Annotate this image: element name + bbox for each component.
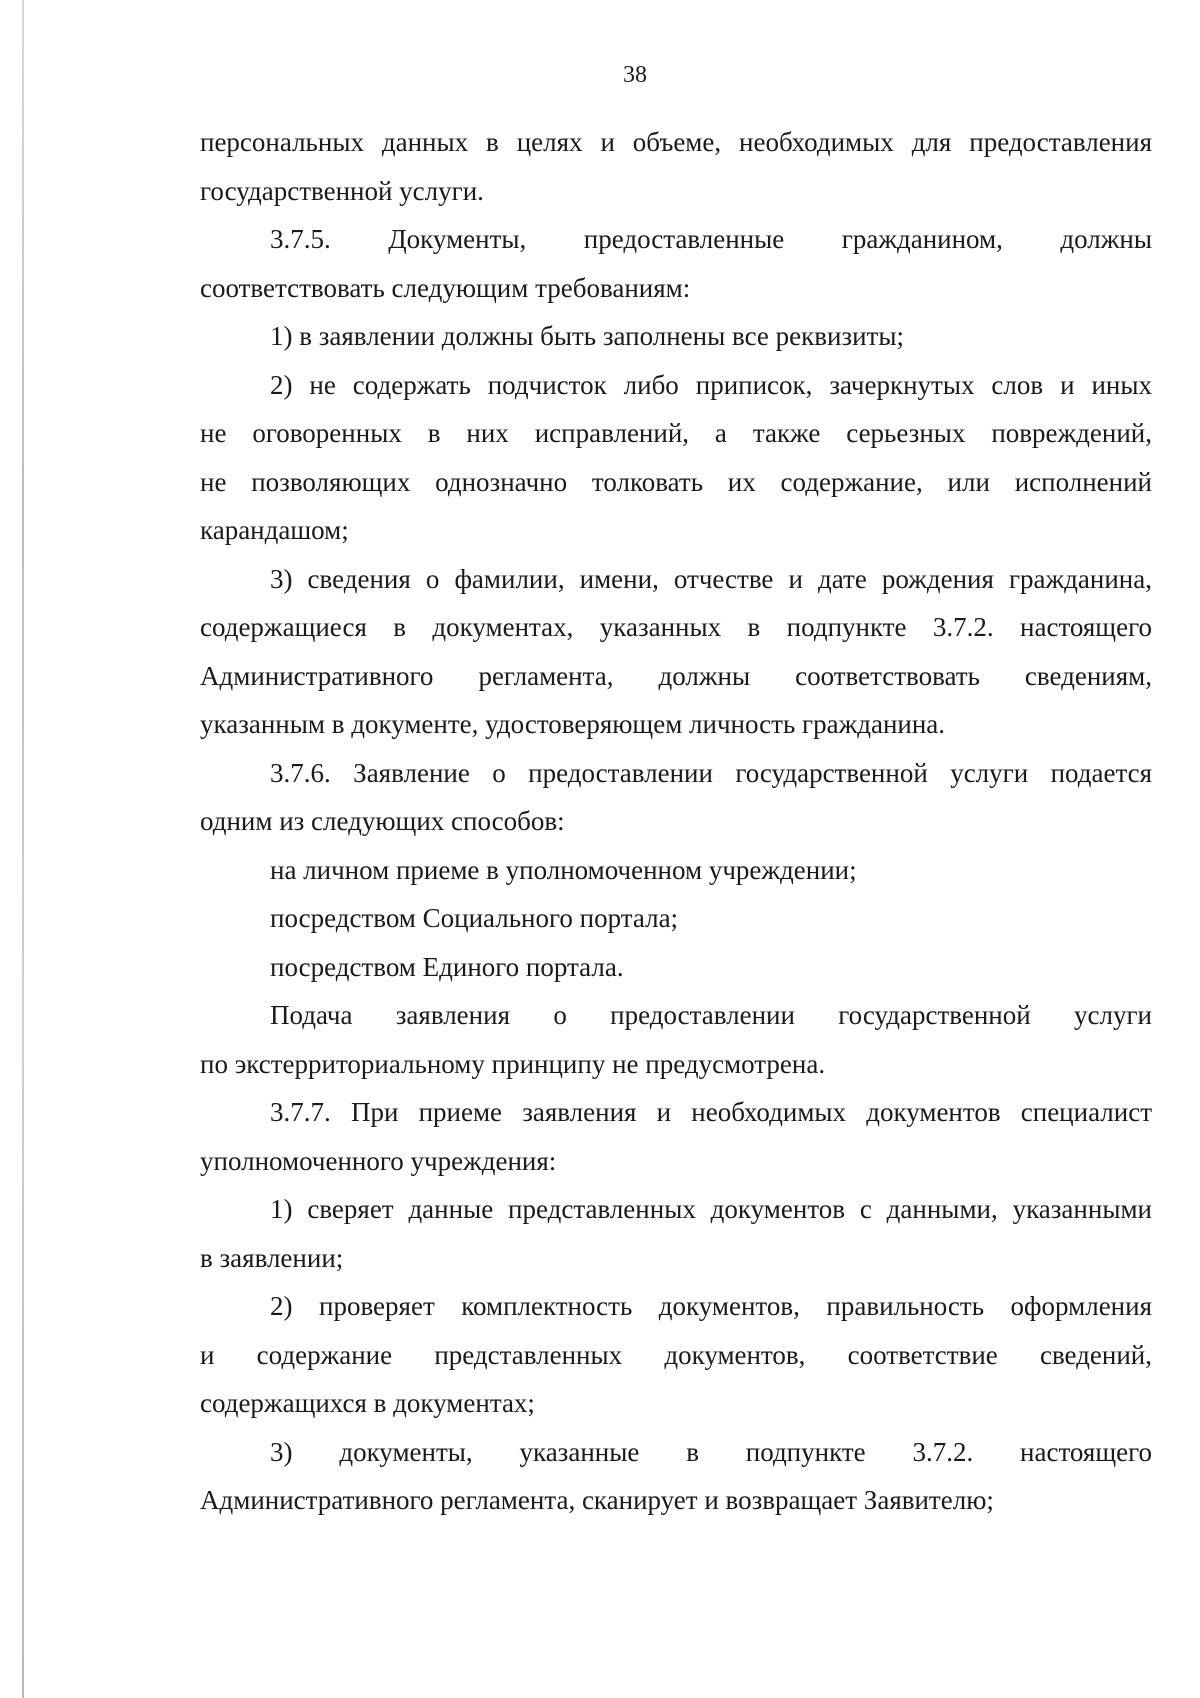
text-line: 3) документы, указанные в подпункте 3.7.2. настоящего [270, 1436, 1152, 1467]
text-line: 1) сверяет данные представленных документов с данными, указанными [270, 1194, 1152, 1224]
text-line: не позволяющих однозначно толковать их содержание, или исполнений [200, 466, 1152, 497]
text-line: 2) не содержать подчисток либо приписок, зачеркнутых слов и иных [270, 369, 1152, 400]
text-line: уполномоченного учреждения: [200, 1145, 557, 1176]
page-number: 38 [623, 62, 647, 88]
text-line: персональных данных в целях и объеме, необходимых для предоставления [200, 127, 1152, 157]
text-line: Административного регламента, сканирует и возвращает Заявителю; [200, 1485, 994, 1515]
text-line: Административного регламента, должны соответствовать сведениям, [200, 660, 1152, 691]
text-line: по экстерриториальному принципу не предусмотрена. [200, 1048, 826, 1079]
text-line: 3.7.7. При приеме заявления и необходимых документов специалист [270, 1097, 1152, 1127]
text-line: не оговоренных в них исправлений, а также серьезных повреждений, [200, 418, 1152, 448]
text-line: содержащихся в документах; [200, 1388, 535, 1418]
text-line: содержащиеся в документах, указанных в подпункте 3.7.2. настоящего [200, 612, 1152, 642]
text-line: на личном приеме в уполномоченном учреждении; [270, 854, 857, 885]
text-line: в заявлении; [200, 1242, 344, 1273]
text-line: указанным в документе, удостоверяющем личность гражданина. [200, 709, 946, 739]
scan-edge-line [22, 0, 24, 1698]
text-line: Подача заявления о предоставлении государственной услуги [270, 1000, 1152, 1030]
text-line: одним из следующих способов: [200, 806, 565, 836]
text-line: 3.7.5. Документы, предоставленные гражданином, должны [270, 224, 1152, 254]
document-body [200, 118, 1152, 1525]
text-line: 1) в заявлении должны быть заполнены все реквизиты; [270, 321, 904, 351]
text-line: карандашом; [200, 515, 349, 545]
text-line: 3) сведения о фамилии, имени, отчестве и дате рождения гражданина, [270, 563, 1152, 594]
text-line: 2) проверяет комплектность документов, правильность оформления [270, 1291, 1152, 1321]
text-line: посредством Единого портала. [270, 951, 624, 982]
text-line: соответствовать следующим требованиям: [200, 272, 691, 303]
text-line: посредством Социального портала; [270, 903, 679, 933]
text-line: 3.7.6. Заявление о предоставлении государственной услуги подается [270, 757, 1152, 788]
text-line: и содержание представленных документов, соответствие сведений, [200, 1339, 1152, 1370]
text-line: государственной услуги. [200, 175, 484, 206]
